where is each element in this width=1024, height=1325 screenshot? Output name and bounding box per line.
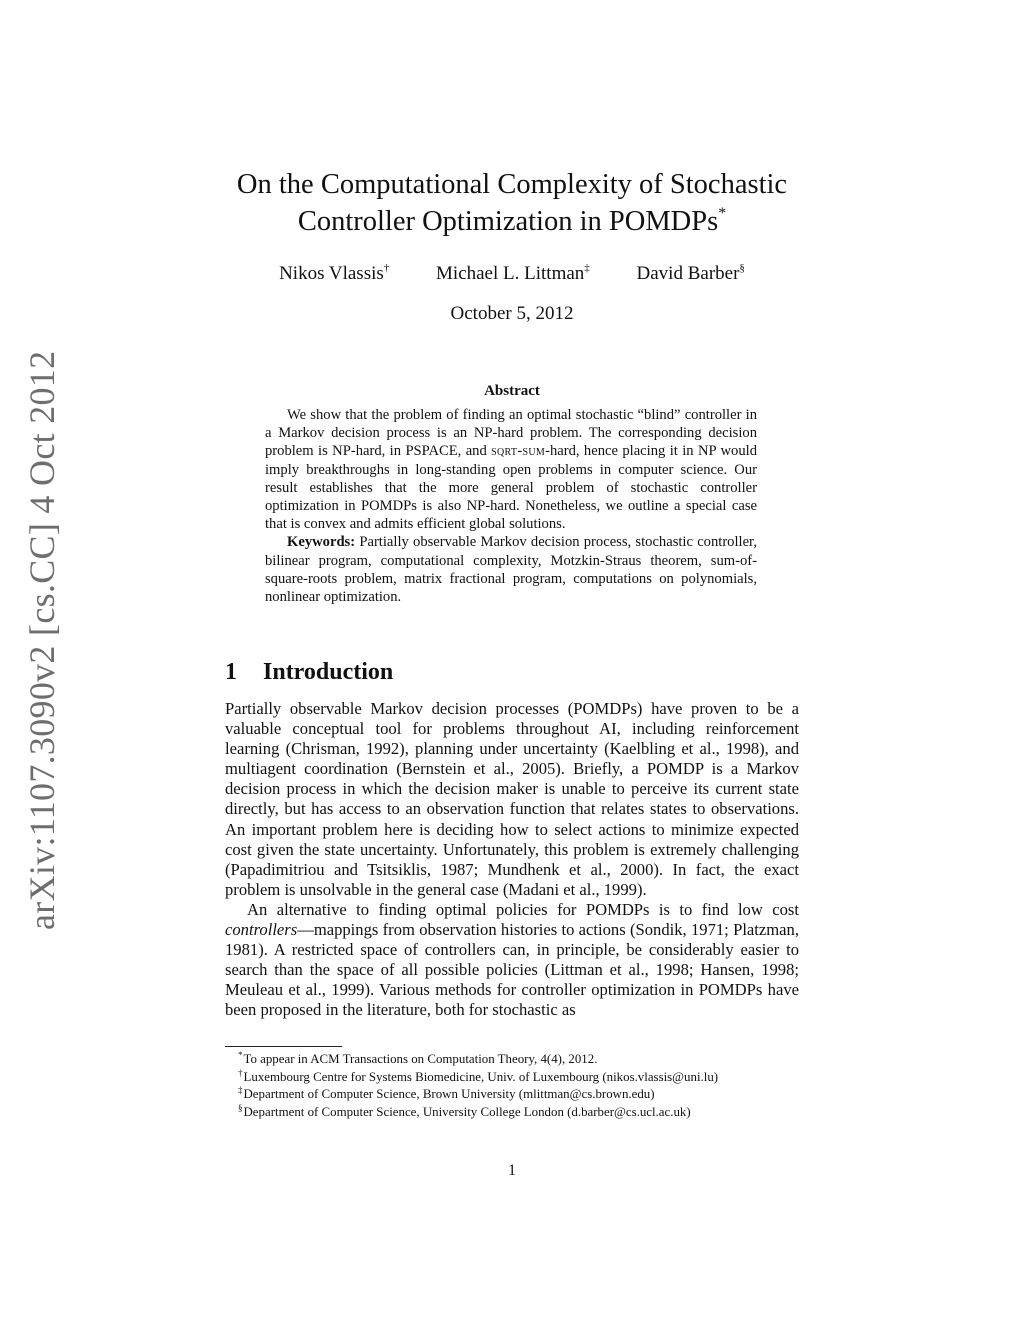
footnote-littman	[238, 1086, 838, 1104]
paragraph-2-start: An alternative to finding optimal policies for POMDPs is to find low cost	[247, 899, 799, 919]
title-line-1: On the Computational Complexity of Stochastic	[236, 169, 788, 200]
author-footnote-mark: §	[739, 262, 745, 274]
page-number: 1	[508, 1162, 516, 1179]
footnote-text: To appear in ACM Transactions on Computation Theory, 4(4), 2012.	[243, 1052, 598, 1066]
keywords-label: Keywords:	[287, 534, 356, 551]
section-title: Introduction	[263, 659, 394, 685]
footnote-text: Department of Computer Science, Brown University (mlittman@cs.brown.edu)	[243, 1087, 655, 1102]
keywords-list: Partially observable Markov decision process, stochastic controller, bilinear program, computational complexity, Motzkin-Straus theorem, sum-of-square-roots problem, matrix fractional program, computations on polynomials, nonlinear optimization.	[265, 534, 757, 606]
footnote-mark: ‡	[238, 1085, 243, 1096]
abstract-paragraph	[265, 406, 757, 533]
abstract-heading: Abstract	[484, 383, 540, 399]
arxiv-identifier: arXiv:1107.3090v2 [cs.CC] 4 Oct 2012	[22, 350, 62, 930]
title-line-2	[150, 203, 874, 240]
author-littman	[436, 262, 590, 286]
footnote-mark: †	[238, 1067, 243, 1078]
section-body	[225, 699, 799, 1021]
abstract-text-start: We show that the problem of finding an optimal stochastic “blind” controller in a Markov decision process is an NP-hard problem. The corresponding decision problem is NP-hard, in PSPACE, and	[265, 407, 757, 460]
footnote-mark: *	[238, 1050, 243, 1060]
footnote-text: Luxembourg Centre for Systems Biomedicine, Univ. of Luxembourg (nikos.vlassis@uni.lu)	[243, 1069, 719, 1084]
author-name: David Barber	[636, 263, 740, 284]
controllers-term: controllers	[225, 920, 298, 940]
title-footnote-mark: *	[718, 205, 727, 222]
author-vlassis	[279, 262, 389, 286]
author-name: Nikos Vlassis	[279, 263, 384, 284]
author-footnote-mark: ‡	[584, 262, 590, 274]
intro-paragraph-1: Partially observable Markov decision processes (POMDPs) have proven to be a valuable conceptual tool for problems throughout AI, including reinforcement learning (Chrisman, 1992), planning under uncertainty (Kaelbling et al., 1998), and multiagent coordination (Bernstein et al., 2005). Briefly, a POMDP is a Markov decision process in which the decision maker is unable to perceive its current state directly, but has access to an observation function that relates states to observations. An important problem here is deciding how to select actions to minimize expected cost given the state uncertainty. Unfortunately, this problem is extremely challenging (Papadimitriou and Tsitsiklis, 1987; Mundhenk et al., 2000). In fact, the exact problem is unsolvable in the general case (Madani et al., 1999).	[225, 699, 799, 899]
paragraph-2-end: —mappings from observation histories to actions (Sondik, 1971; Platzman, 1981). A restricted space of controllers can, in principle, be considerably easier to search than the space of all possible policies (Littman et al., 1998; Hansen, 1998; Meuleau et al., 1999). Various methods for controller optimization in POMDPs have been proposed in the literature, both for stochastic as	[225, 920, 799, 1020]
section-heading	[225, 657, 393, 687]
author-name: Michael L. Littman	[436, 263, 585, 284]
intro-paragraph-2	[225, 900, 799, 1021]
section-number: 1	[225, 659, 237, 685]
footnote-publication	[238, 1051, 838, 1069]
footnote-barber	[238, 1104, 838, 1122]
abstract-body	[265, 406, 757, 606]
abstract-text-end: -hard, hence placing it in NP would imply breakthroughs in long-standing open problems in computer science. Our result establishes that the more general problem of stochastic controller optimization in POMDPs is also NP-hard. Nonetheless, we outline a special case that is convex and admits efficient global solutions.	[265, 443, 757, 533]
paper-title	[150, 166, 874, 240]
footnote-vlassis	[238, 1069, 838, 1087]
keywords-paragraph	[265, 533, 757, 606]
sqrt-sum-term: sqrt-sum	[491, 443, 546, 460]
footnote-mark: §	[238, 1103, 243, 1114]
footnotes	[238, 1051, 838, 1122]
author-list	[150, 262, 874, 286]
footnote-rule	[225, 1046, 342, 1047]
title-line-2-text: Controller Optimization in POMDPs	[297, 206, 719, 237]
footnote-text: Department of Computer Science, University College London (d.barber@cs.ucl.ac.uk)	[243, 1105, 691, 1120]
author-footnote-mark: †	[383, 262, 390, 274]
paper-date: October 5, 2012	[450, 303, 574, 324]
author-barber	[637, 262, 745, 286]
